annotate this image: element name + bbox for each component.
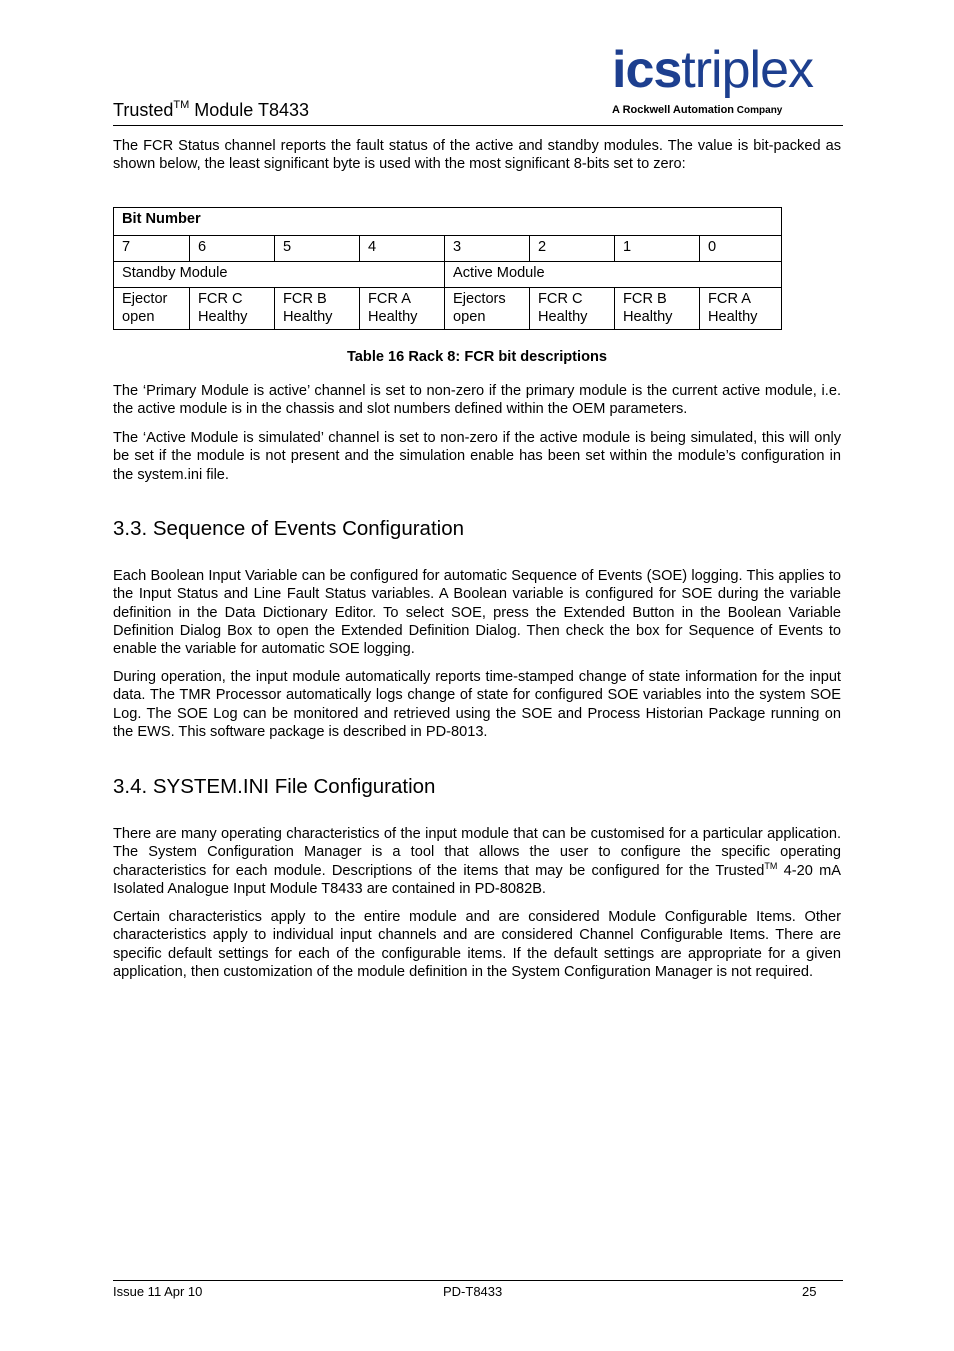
description-cell: FCR A Healthy — [360, 288, 445, 330]
logo-tagline-rockwell: A Rockwell Automation — [612, 104, 735, 116]
bit-cell: 6 — [190, 236, 275, 262]
description-cell: FCR C Healthy — [190, 288, 275, 330]
bit-cell: 4 — [360, 236, 445, 262]
bit-cell: 1 — [615, 236, 700, 262]
description-cell: FCR A Healthy — [700, 288, 782, 330]
ics-triplex-logo — [612, 41, 842, 116]
simulated-module-paragraph: The ‘Active Module is simulated’ channel is set to non-zero if the active module is being simulated, this will only be set if the module is not present and the simulation enable has been set within the module’s configuration in the system.ini file. — [113, 430, 841, 483]
bit-cell: 0 — [700, 236, 782, 262]
logo-triplex: triplex — [681, 41, 814, 99]
section-heading-3-3: 3.3. Sequence of Events Configuration — [113, 517, 465, 540]
logo-tagline — [612, 104, 782, 116]
systemini-trademark: TM — [764, 860, 778, 871]
table-header-row — [114, 208, 782, 236]
systemini-paragraph-1 — [113, 825, 841, 898]
table-caption: Table 16 Rack 8: FCR bit descriptions — [346, 349, 608, 365]
description-cell: Ejectors open — [445, 288, 530, 330]
bit-cell: 7 — [114, 236, 190, 262]
bit-cell: 5 — [275, 236, 360, 262]
table-title-cell: Bit Number — [114, 208, 782, 236]
table-bit-row — [114, 236, 782, 262]
systemini-p1-text-end: 4-20 mA Isolated Analogue Input Module T8433 are contained in PD-8082B. — [113, 862, 841, 897]
footer-page-number: 25 — [802, 1284, 817, 1299]
logo-wordmark — [612, 41, 842, 99]
bit-cell: 2 — [530, 236, 615, 262]
standby-module-cell: Standby Module — [114, 262, 445, 288]
description-cell: FCR C Healthy — [530, 288, 615, 330]
soe-paragraph-2: During operation, the input module automatically reports time-stamped change of state information for the input data. The TMR Processor automatically logs change of state for configured SOE variables into the system SOE Log. The SOE Log can be monitored and retrieved using the SOE and Process Historian Package running on the EWS. This software package is described in PD-8013. — [113, 669, 841, 740]
table-description-row — [114, 288, 782, 330]
bit-cell: 3 — [445, 236, 530, 262]
section-heading-3-4: 3.4. SYSTEM.INI File Configuration — [113, 775, 436, 798]
description-cell: FCR B Healthy — [275, 288, 360, 330]
systemini-p1-text: There are many operating characteristics of the input module that can be customised for a particular application. The System Configuration Manager is a tool that allows the user to configure the specific operating characteristics for each module. Descriptions of the items that may be configured for the Trusted — [113, 826, 841, 879]
logo-ics: ics — [612, 41, 682, 99]
header-title — [113, 100, 309, 121]
soe-paragraph-1: Each Boolean Input Variable can be configured for automatic Sequence of Events (SOE) logging. This applies to the Input Status and Line Fault Status variables. A Boolean variable is configured for SOE during the variable definition in the Data Dictionary Editor. To select SOE, press the Extended Button in the Boolean Variable Definition Dialog Box to open the Extended Definition Dialog. Then check the box for Sequence of Events to enable the variable for automatic SOE logging. — [113, 568, 841, 658]
footer-rule — [113, 1280, 843, 1281]
header-trademark: TM — [173, 99, 190, 111]
table-group-row — [114, 262, 782, 288]
primary-module-paragraph: The ‘Primary Module is active’ channel is set to non-zero if the primary module is the current active module, i.e. the active module is in the chassis and slot numbers defined within the OEM parameters. — [113, 383, 841, 418]
description-cell: Ejector open — [114, 288, 190, 330]
header-rule — [113, 125, 843, 126]
description-cell: FCR B Healthy — [615, 288, 700, 330]
header-title-trusted: Trusted — [113, 100, 174, 120]
systemini-paragraph-2: Certain characteristics apply to the entire module and are considered Module Configurable Items. Other characteristics apply to individual input channels and are considered Channel Configurable Items. There are specific default settings for each of the configurable items. If the default settings are appropriate for a given application, then customization of the module definition in the System Configuration Manager is not required. — [113, 909, 841, 980]
active-module-cell: Active Module — [445, 262, 782, 288]
footer-issue: Issue 11 Apr 10 — [113, 1284, 203, 1299]
fcr-bit-table — [113, 207, 782, 330]
logo-tagline-company: Company — [734, 105, 783, 116]
intro-paragraph: The FCR Status channel reports the fault status of the active and standby modules. The value is bit-packed as shown below, the least significant byte is used with the most significant 8-bits set to zero: — [113, 138, 841, 173]
header-title-module: Module T8433 — [189, 100, 310, 120]
footer-doc-number: PD-T8433 — [443, 1284, 503, 1299]
